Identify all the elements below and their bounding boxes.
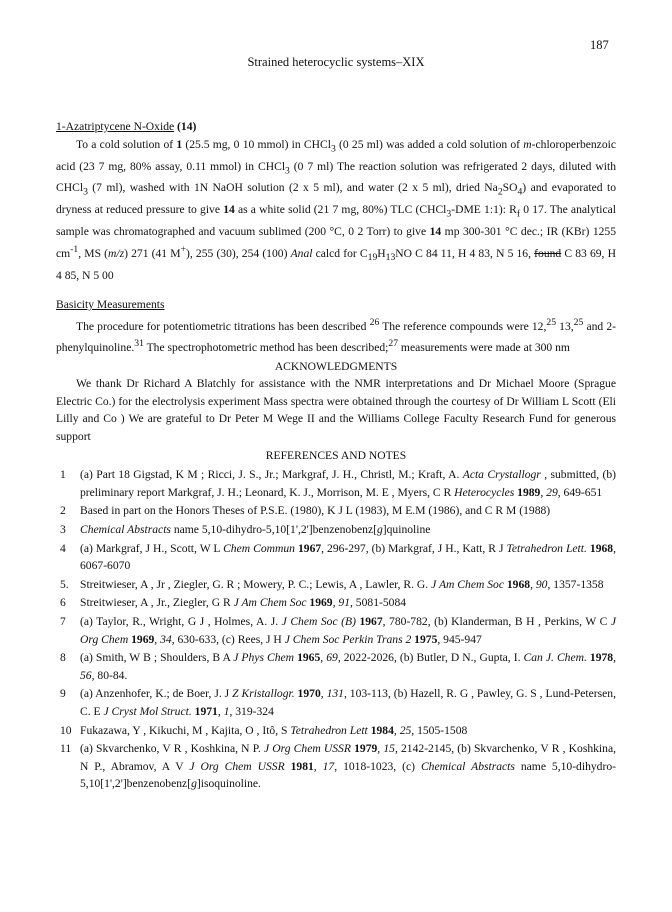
acknowledgments-heading: ACKNOWLEDGMENTS — [274, 359, 398, 373]
reference-item: 8 (a) Smith, W B ; Shoulders, B A J Phys Chem 1965, 69, 2022-2026, (b) Butler, D N., Gupta, I. Can J. Chem. 1978, 56, 80-84. — [60, 651, 617, 682]
reference-item: 1 (a) Part 18 Gigstad, K M ; Ricci, J. S., Jr.; Markgraf, J. H., Christl, M.; Kraft, A. Acta Crystallogr , submitted, (b) preliminary report Markgraf, J. H.; Leonard, K. J., Morrison, M. E , Myers, C R Heterocycles 1989, 29, 649-651 — [60, 468, 616, 499]
reference-item: 4 (a) Markgraf, J H., Scott, W L Chem Commun 1967, 296-297, (b) Markgraf, J H., Katt, R J Tetrahedron Lett. 1968, 6067-6070 — [60, 541, 616, 573]
page-body — [56, 118, 616, 794]
section-basicity — [56, 296, 616, 314]
acknowledgments-text: We thank Dr Richard A Blatchly for assistance with the NMR interpretations and Dr Michael Moore (Sprague Electric Co.) for the electrolysis experiment Mass spectra were obtained through the courtesy of Dr William L Scott (Eli Lilly and Co ) We are grateful to Dr Peter M Wege II and the Williams College Faculty Research Fund for generous support — [56, 377, 616, 444]
reference-item: 10 Fukazawa, Y , Kikuchi, M , Kajita, O , Itô, S Tetrahedron Lett 1984, 25, 1505-1508 — [60, 723, 468, 737]
section-title: Basicity Measurements — [56, 298, 165, 312]
section-experimental-14: 1-Azatriptycene N-Oxide (14) — [56, 120, 197, 133]
reference-item: 5. Streitwieser, A , Jr , Ziegler, G. R ; Mowery, P. C.; Lewis, A , Lawler, R. G. J Am Chem Soc 1968, 90, 1357-1358 — [60, 577, 604, 591]
page-number: 187 — [590, 38, 609, 52]
references-heading: REFERENCES AND NOTES — [265, 448, 407, 462]
reference-item: 7 (a) Taylor, R., Wright, G J , Holmes, A. J. J Chem Soc (B) 1967, 780-782, (b) Klanderman, B H , Perkins, W C J Org Chem 1969, 34, 630-633, (c) Rees, J H J Chem Soc Perkin Trans 2 1975, 945-947 — [60, 614, 616, 646]
reference-item: 6 Streitwieser, A , Jr., Ziegler, G R J Am Chem Soc 1969, 91, 5081-5084 — [60, 596, 407, 610]
reference-item: 3 Chemical Abstracts name 5,10-dihydro-5,10[1',2']benzenobenz[g]quinoline — [60, 523, 431, 537]
paragraph-synthesis: To a cold solution of 1 (25.5 mg, 0 10 mmol) in CHCl$_3$ (0 25 ml) was added a cold solution of m-chloroperbenzoic acid (23 7 mg, 80% assay, 0.11 mmol) in CHCl$_3$ (0 7 ml) The reaction solution was refrigerated 2 days, diluted with CHCl$_3$ (7 ml), washed with 1N NaOH solution (2 x 5 ml), and water (2 x 5 ml), dried $Na_2SO_4$) and evaporated to dryness at reduced pressure to give 14 as a white solid (21 7 mg, 80%) TLC (CHCl$_3$-DME 1:1): $R_f$ 0 17. The analytical sample was chromatographed and vacuum sublimed (200 °C, 0 2 Torr) to give 14 mp 300-301 °C dec.; IR (KBr) 1255 $cm^{-1}$, MS (m/z) 271 (41 M+), 255 (30), 254 (100) Anal calcd for $C_{19}H_{13}NO$ C 84 11, H 4 83, N 5 16, found C 83 69, H 4 85, N 5 00 — [56, 137, 617, 282]
paragraph-basicity: The procedure for potentiometric titrations has been described $^{26}$ The reference compounds were 12,25 13,25 and 2-phenylquinoline.$^{31}$ The spectrophotometric method has been described;$^{27}$ measurements were made at 300 nm — [56, 316, 617, 355]
reference-item: 2 Based in part on the Honors Theses of P.S.E. (1980), K J L (1983), M E.M (1986), and C R M (1988) — [60, 504, 551, 518]
reference-list — [56, 466, 616, 793]
running-title: Strained heterocyclic systems–XIX — [247, 55, 425, 69]
reference-item: 9 (a) Anzenhofer, K.; de Boer, J. J Z Kristallogr. 1970, 131, 103-113, (b) Hazell, R. G , Pawley, G. S , Lund-Petersen, C. E J Cryst Mol Struct. 1971, 1, 319-324 — [60, 687, 616, 718]
reference-item: 11 (a) Skvarchenko, V R , Koshkina, N P. J Org Chem USSR 1979, 15, 2142-2145, (b) Skvarchenko, V R , Koshkina, N P., Abramov, A V J Org Chem USSR 1981, 17, 1018-1023, (c) Chemical Abstracts name 5,10-dihydro-5,10[1',2']benzenobenz[g]isoquinoline. — [60, 742, 616, 791]
section-title: 1-Azatriptycene N-Oxide — [56, 120, 175, 133]
